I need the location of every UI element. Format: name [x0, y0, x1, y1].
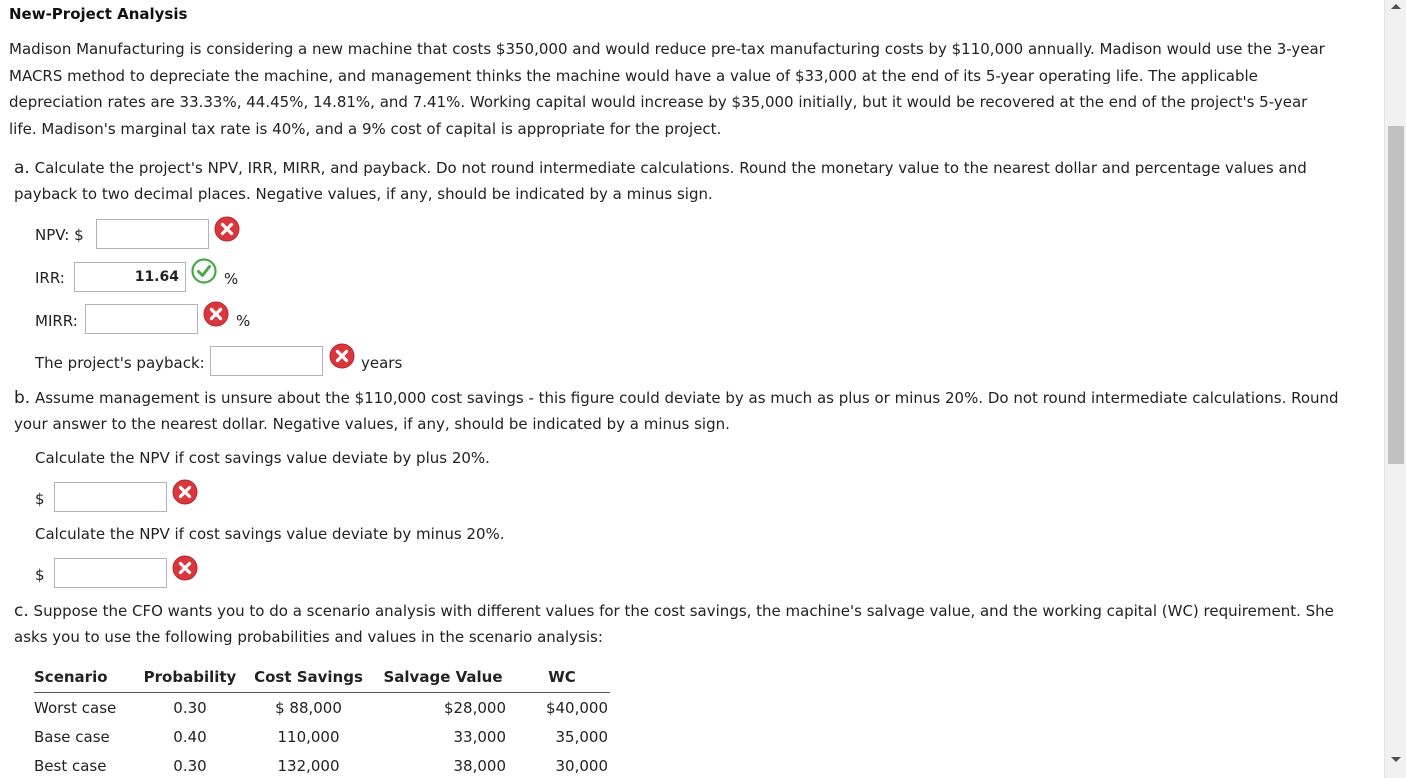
cell-probability: 0.40: [173, 727, 207, 746]
incorrect-icon: [203, 301, 229, 327]
cell-cost-savings: $ 88,000: [275, 698, 342, 717]
header-salvage-value: Salvage Value: [372, 666, 514, 693]
npv-plus-input[interactable]: [54, 482, 167, 512]
payback-unit: years: [361, 354, 403, 372]
correct-check-icon: [191, 258, 217, 284]
cell-cost-savings: 110,000: [277, 727, 340, 746]
mirr-input[interactable]: [85, 304, 198, 334]
incorrect-icon: [172, 555, 198, 581]
incorrect-icon: [172, 479, 198, 505]
cell-scenario: Base case: [34, 727, 110, 746]
cell-wc: 35,000: [555, 727, 608, 746]
npv-minus-currency: $: [35, 566, 45, 584]
npv-minus-input[interactable]: [54, 558, 167, 588]
incorrect-icon: [329, 343, 355, 369]
part-a-text: Calculate the project's NPV, IRR, MIRR, and payback. Do not round intermediate calculations. Round the monetary value to the nearest dollar and percentage values and payback to two decimal places. Negative values, if any, should be indicated by a minus sign.: [14, 159, 1307, 203]
part-b-text: Assume management is unsure about the $110,000 cost savings - this figure could deviate by as much as plus or minus 20%. Do not round intermediate calculations. Round your answer to the nearest dollar. Negative values, if any, should be indicated by a minus sign.: [14, 389, 1339, 433]
cell-salvage-value: $28,000: [443, 698, 506, 717]
payback-label: The project's payback:: [35, 354, 205, 372]
header-wc: WC: [514, 666, 610, 693]
mirr-unit: %: [236, 312, 251, 330]
cell-probability: 0.30: [173, 756, 207, 775]
cell-salvage-value: 38,000: [453, 756, 506, 775]
vertical-scrollbar[interactable]: [1384, 0, 1406, 778]
part-a-instructions: [14, 155, 1344, 207]
scroll-up-arrow-icon[interactable]: [1391, 4, 1401, 9]
npv-minus-label: Calculate the NPV if cost savings value deviate by minus 20%.: [35, 525, 505, 543]
header-scenario: Scenario: [34, 666, 135, 693]
irr-label: IRR:: [35, 269, 65, 287]
part-c-text: Suppose the CFO wants you to do a scenario analysis with different values for the cost savings, the machine's salvage value, and the working capital (WC) requirement. She asks you to use the following probabilities and values in the scenario analysis:: [14, 602, 1334, 646]
incorrect-icon: [214, 216, 240, 242]
table-row: [34, 751, 610, 778]
cell-cost-savings: 132,000: [277, 756, 340, 775]
part-b-instructions: [14, 385, 1344, 437]
irr-input[interactable]: [74, 262, 186, 292]
npv-plus-currency: $: [35, 490, 45, 508]
cell-scenario: Worst case: [34, 698, 117, 717]
cell-scenario: Best case: [34, 756, 107, 775]
scrollbar-thumb[interactable]: [1388, 126, 1404, 464]
mirr-label: MIRR:: [35, 312, 78, 330]
header-probability: Probability: [135, 666, 245, 693]
cell-probability: 0.30: [173, 698, 207, 717]
page-title: New-Project Analysis: [9, 5, 188, 23]
irr-unit: %: [224, 270, 239, 288]
cell-wc: $40,000: [545, 698, 608, 717]
cell-salvage-value: 33,000: [453, 727, 506, 746]
part-b-number: b.: [14, 388, 31, 408]
npv-label: NPV: $: [35, 226, 84, 244]
scroll-down-arrow-icon[interactable]: [1391, 757, 1401, 762]
scenario-table: [34, 666, 610, 778]
cell-wc: 30,000: [555, 756, 608, 775]
npv-input[interactable]: [96, 219, 209, 249]
npv-plus-label: Calculate the NPV if cost savings value deviate by plus 20%.: [35, 449, 490, 467]
problem-statement: Madison Manufacturing is considering a new machine that costs $350,000 and would reduce pre-tax manufacturing costs by $110,000 annually. Madison would use the 3-year MACRS method to depreciate the machine, and management thinks the machine would have a value of $33,000 at the end of its 5-year operating life. The applicable depreciation rates are 33.33%, 44.45%, 14.81%, and 7.41%. Working capital would increase by $35,000 initially, but it would be recovered at the end of the project's 5-year life. Madison's marginal tax rate is 40%, and a 9% cost of capital is appropriate for the project.: [9, 40, 1325, 138]
table-row: [34, 693, 610, 723]
part-c-instructions: [14, 598, 1344, 650]
part-a-number: a.: [14, 158, 30, 178]
header-cost-savings: Cost Savings: [245, 666, 372, 693]
table-header-row: [34, 666, 610, 693]
part-c-number: c.: [14, 601, 29, 621]
payback-input[interactable]: [210, 346, 323, 376]
table-row: [34, 722, 610, 751]
